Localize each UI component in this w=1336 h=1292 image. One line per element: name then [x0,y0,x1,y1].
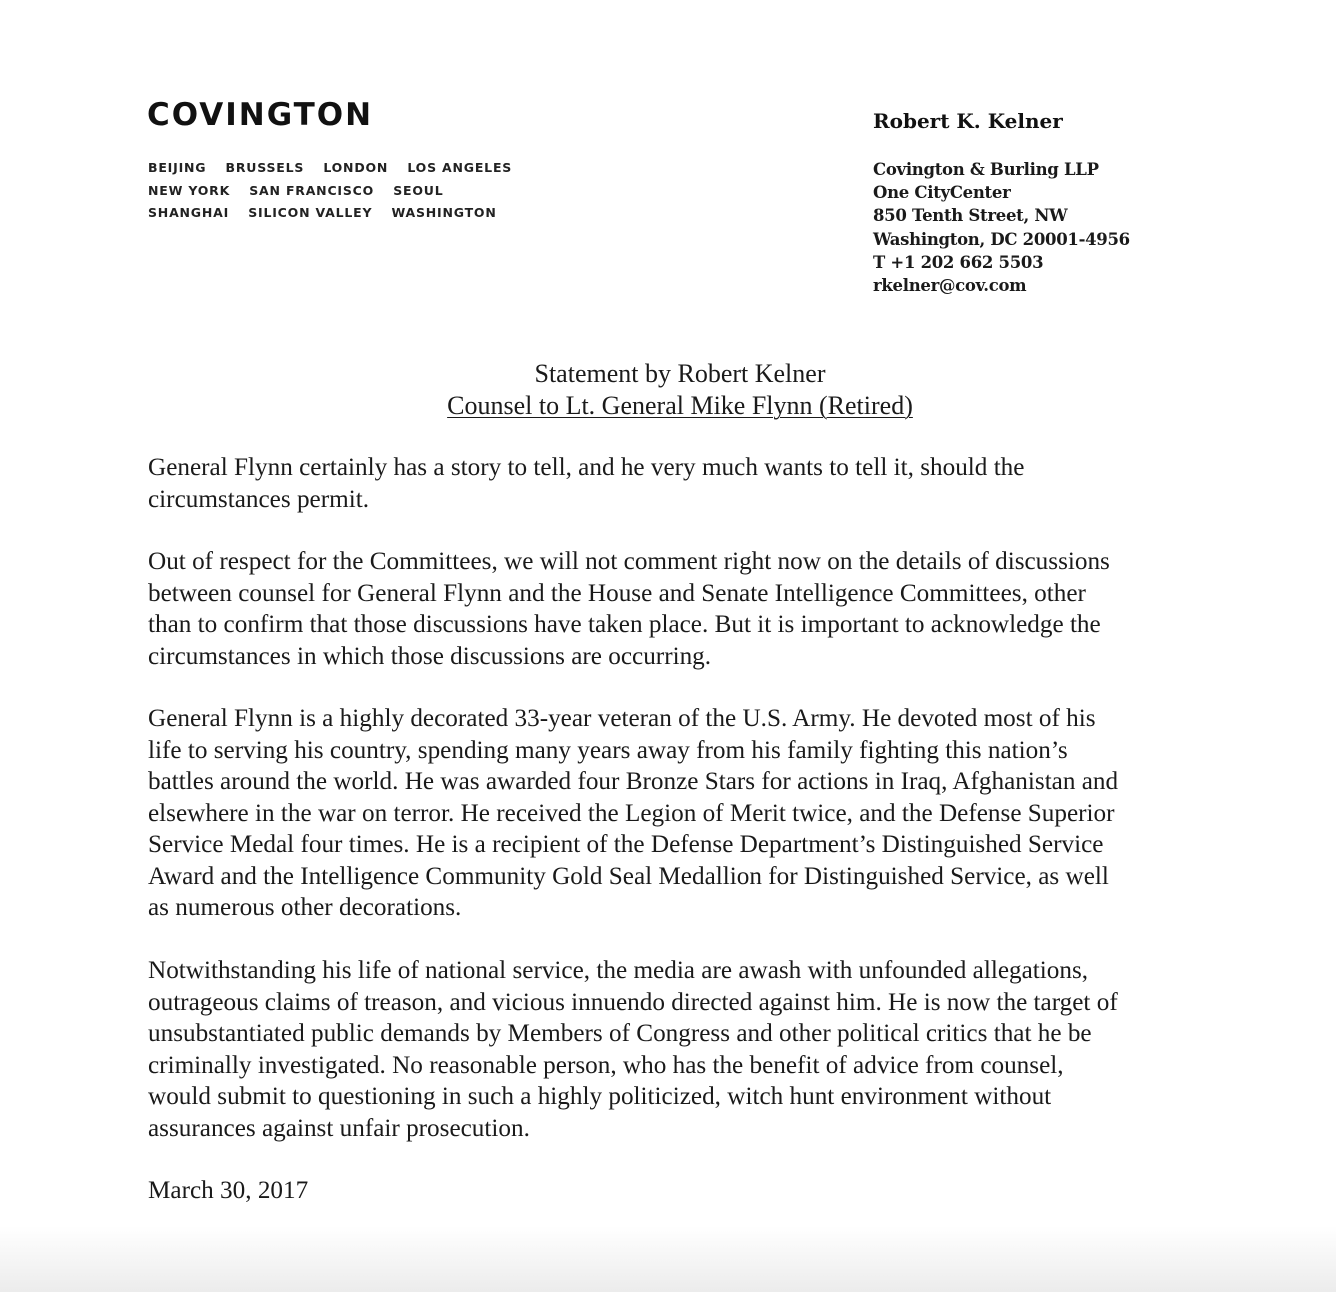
office-row [148,202,526,225]
text-line: criminally investigated. No reasonable person, who has the benefit of advice from counsel, [148,1051,1064,1079]
text-line: Out of respect for the Committees, we will not comment right now on the details of discussions [148,548,1110,575]
text-line: between counsel for General Flynn and the House and Senate Intelligence Committees, other [148,579,1086,607]
address-firm: Covington & Burling LLP [873,160,1099,179]
firm-logo: COVINGTON [147,97,374,133]
statement-title: Statement by Robert Kelner [534,359,826,388]
statement-date: March 30, 2017 [148,1177,309,1204]
sender-name: Robert K. Kelner [873,109,1063,133]
text-line: Service Medal four times. He is a recipient of the Defense Department’s Distinguished Service [148,831,1104,858]
address-email[interactable]: rkelner@cov.com [873,275,1027,295]
office-city: SHANGHAI [148,205,230,220]
office-city: SEOUL [393,182,444,198]
text-line: would submit to questioning in such a highly politicized, witch hunt environment without [148,1083,1052,1110]
office-row [148,157,526,180]
address-building: One CityCenter [873,183,1011,203]
text-line: outrageous claims of treason, and vicious innuendo directed against him. He is now the target of [148,988,1118,1016]
office-city: LONDON [323,160,389,175]
address-street: 850 Tenth Street, NW [873,206,1068,226]
text-line: General Flynn is a highly decorated 33-year veteran of the U.S. Army. He devoted most of his [148,705,1096,732]
text-line: as numerous other decorations. [148,894,462,921]
text-line: circumstances permit. [148,485,370,513]
office-city: SAN FRANCISCO [249,182,375,198]
text-line: Award and the Intelligence Community Gold Seal Medallion for Distinguished Service, as well [148,862,1109,890]
text-line: assurances against unfair prosecution. [148,1114,530,1142]
office-row [148,180,526,203]
text-line: unsubstantiated public demands by Members of Congress and other political critics that he be [148,1020,1092,1047]
office-city: WASHINGTON [391,205,497,220]
text-line: circumstances in which those discussions are occurring. [148,642,712,670]
page-bottom-shade [0,1226,1336,1292]
text-line: Notwithstanding his life of national service, the media are awash with unfounded allegations, [148,957,1089,984]
text-line: than to confirm that those discussions have taken place. But it is important to acknowledge the [148,611,1101,638]
text-line: General Flynn certainly has a story to tell, and he very much wants to tell it, should the [148,454,1025,481]
statement-subtitle-line [0,390,1336,422]
statement-subtitle: Counsel to Lt. General Mike Flynn (Retired) [447,391,913,420]
office-city: NEW YORK [148,182,231,198]
office-city: BRUSSELS [225,160,305,175]
office-city: SILICON VALLEY [248,205,373,220]
text-line: life to serving his country, spending many years away from his family fighting this nation’s [148,736,1068,764]
statement-heading [0,358,1336,422]
office-city: LOS ANGELES [407,160,513,175]
text-line: elsewhere in the war on terror. He received the Legion of Merit twice, and the Defense Superior [148,799,1115,827]
address-city: Washington, DC 20001-4956 [873,229,1130,249]
paragraph-1 [148,452,1024,515]
paragraph-4 [148,955,1118,1144]
office-locations [148,157,526,225]
office-city: BEIJING [148,160,207,175]
paragraph-3 [148,703,1118,924]
paragraph-2 [148,546,1110,672]
text-line: battles around the world. He was awarded four Bronze Stars for actions in Iraq, Afghanistan and [148,768,1119,795]
sender-address [873,158,1130,297]
address-phone: T +1 202 662 5503 [873,252,1044,272]
